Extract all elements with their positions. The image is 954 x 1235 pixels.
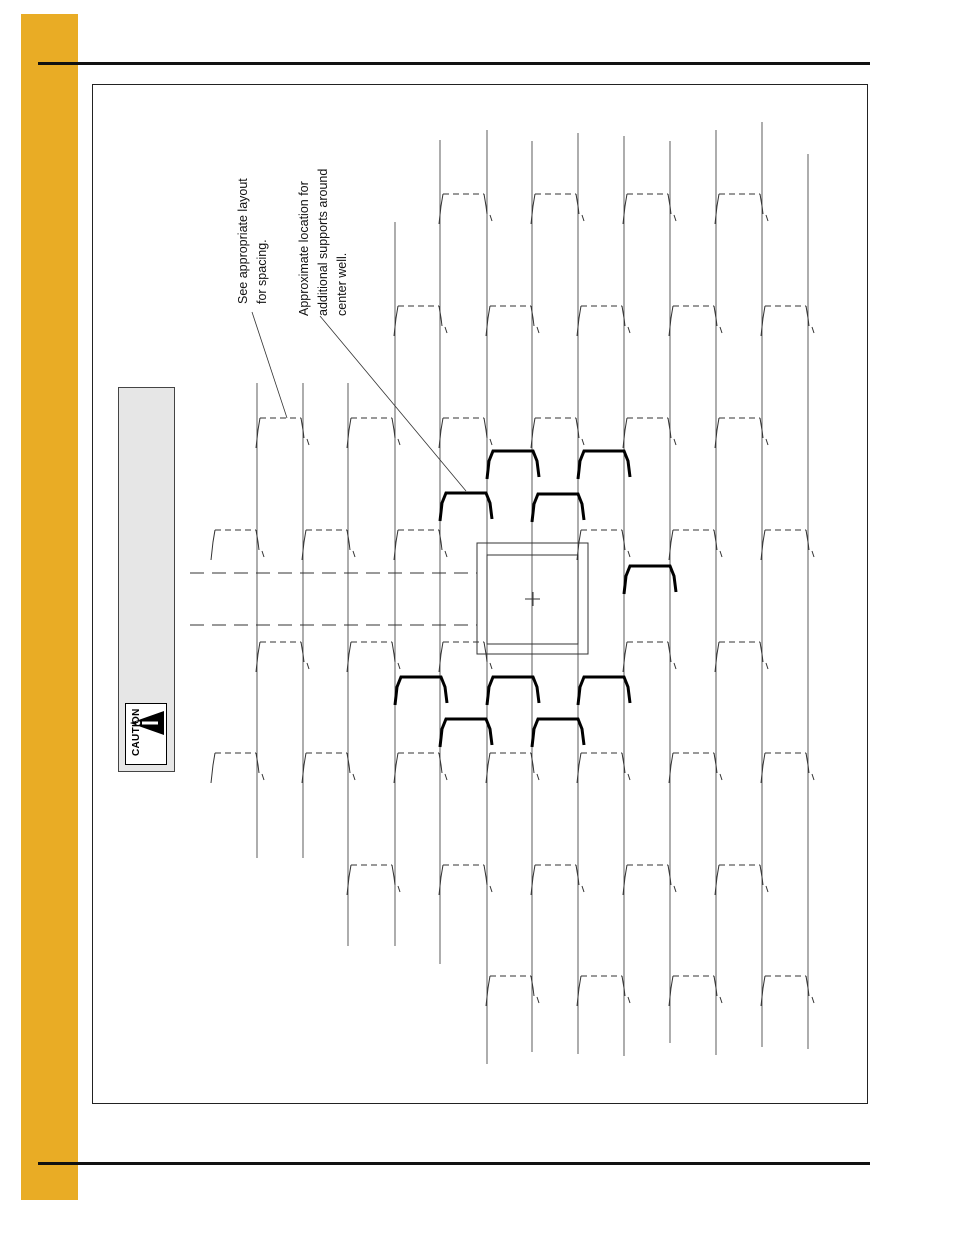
support-leg [256,753,259,773]
additional-support [624,566,676,594]
support-foot [766,663,768,669]
support-foot [674,439,676,445]
support-leg [531,753,534,773]
support-leg [714,976,717,996]
support-leg [392,642,395,662]
spacing-callout: See appropriate layout for spacing. [236,178,269,304]
support-foot [674,886,676,892]
support-leg [714,753,717,773]
support-leg [714,530,717,550]
support-leg [301,642,304,662]
additional-support [532,719,584,747]
support-foot [720,551,722,557]
support-foot [812,327,814,333]
support-foot [720,774,722,780]
supports-callout: Approximate location for additional supports around center well. [297,168,349,316]
support-foot [812,551,814,557]
support-leg [806,306,809,326]
support-leg [806,530,809,550]
support-foot [766,886,768,892]
support-foot [398,439,400,445]
support-foot [490,439,492,445]
support-leg [806,753,809,773]
additional-support [578,677,630,705]
support-leg [531,306,534,326]
additional-support [532,494,584,522]
support-leg [484,642,487,662]
support-leg [484,194,487,214]
support-foot [628,774,630,780]
support-foot [720,327,722,333]
support-foot [582,439,584,445]
support-foot [582,215,584,221]
support-leg [760,642,763,662]
support-leg [211,753,215,783]
support-foot [720,997,722,1003]
support-foot [674,663,676,669]
support-leg [668,642,671,662]
support-leg [622,530,625,550]
additional-support [487,451,539,479]
support-leg [484,418,487,438]
support-foot [674,215,676,221]
support-foot [812,774,814,780]
support-leg [760,418,763,438]
support-leg [256,530,259,550]
support-leg [347,753,350,773]
support-leg [484,865,487,885]
support-foot [445,774,447,780]
support-foot [628,551,630,557]
support-foot [398,886,400,892]
support-leg [806,976,809,996]
support-foot [262,774,264,780]
support-leg [760,194,763,214]
support-foot [766,215,768,221]
support-leg [668,194,671,214]
support-foot [445,551,447,557]
support-foot [582,886,584,892]
support-foot [307,439,309,445]
additional-support [440,493,492,521]
support-foot [490,215,492,221]
support-leg [576,418,579,438]
support-leg [760,865,763,885]
support-foot [307,663,309,669]
support-foot [537,997,539,1003]
support-leg [714,306,717,326]
support-leg [622,306,625,326]
support-leg [622,976,625,996]
support-leg [392,865,395,885]
support-leg [439,306,442,326]
support-foot [812,997,814,1003]
support-foot [766,439,768,445]
support-leg [439,530,442,550]
support-leg [439,753,442,773]
additional-support [487,677,539,705]
support-leg [668,865,671,885]
support-leg [622,753,625,773]
support-foot [262,551,264,557]
support-foot [353,551,355,557]
additional-support [578,451,630,479]
support-leg [531,976,534,996]
support-foot [445,327,447,333]
additional-support [440,719,492,747]
leader-supports [320,316,466,491]
support-foot [490,886,492,892]
support-foot [398,663,400,669]
support-leg [301,418,304,438]
support-foot [537,774,539,780]
support-foot [537,327,539,333]
support-leg [211,530,215,560]
support-leg [347,530,350,550]
additional-support [395,677,447,705]
support-foot [628,327,630,333]
caution-word: CAUTION [131,708,142,756]
support-foot [353,774,355,780]
support-leg [576,194,579,214]
support-foot [628,997,630,1003]
support-leg [668,418,671,438]
support-foot [490,663,492,669]
support-leg [392,418,395,438]
support-leg [576,865,579,885]
